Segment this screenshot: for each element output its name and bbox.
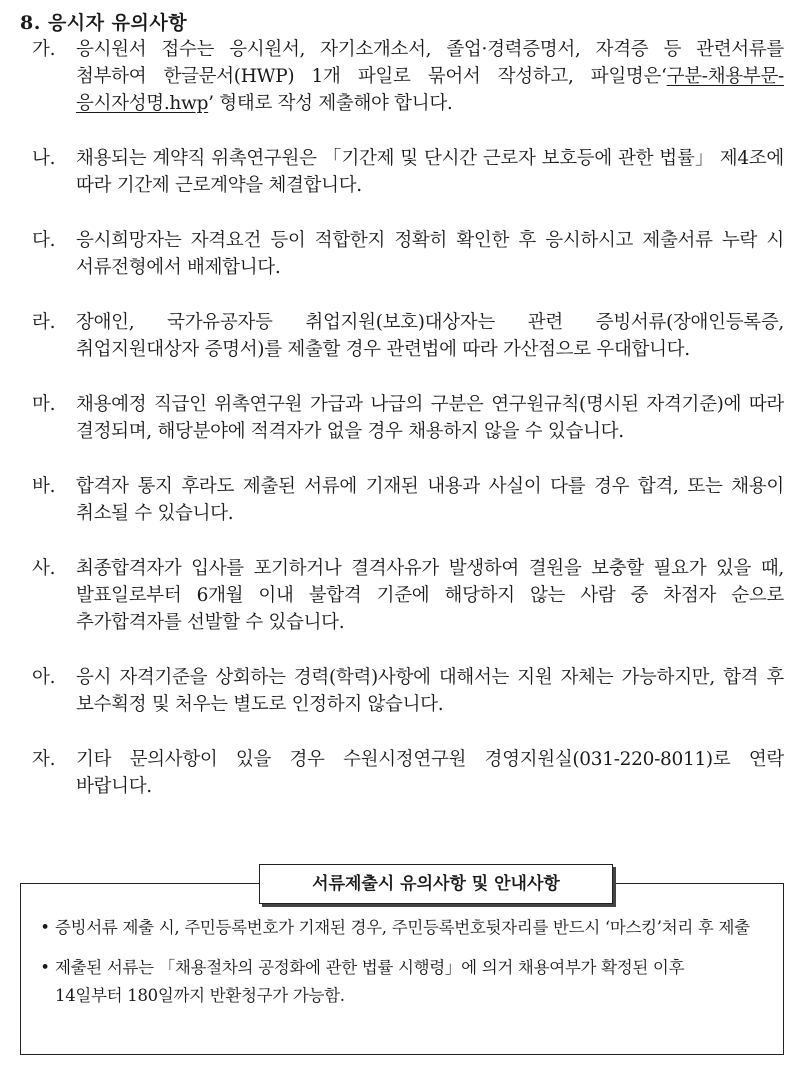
notice-item (32, 473, 784, 527)
notice-item (32, 391, 784, 445)
item-marker: 아. (32, 667, 56, 688)
notice-item (32, 227, 784, 281)
item-text: 응시희망자는 자격요건 등이 적합한지 정확히 확인한 후 응시하시고 제출서류 누락 시 서류전형에서 배제합니다. (76, 230, 784, 278)
item-marker: 사. (32, 558, 56, 579)
submission-notice-box (20, 874, 784, 1055)
item-text: 기타 문의사항이 있을 경우 수원시정연구원 경영지원실(031-220-8011)로 연락 바랍니다. (76, 749, 784, 797)
notice-bullet (35, 954, 755, 1010)
bullet-dot-icon: • (40, 958, 50, 977)
item-marker: 마. (32, 394, 56, 415)
item-text: 장애인, 국가유공자등 취업지원(보호)대상자는 관련 증빙서류(장애인등록증, 취업지원대상자 증명서)를 제출할 경우 관련법에 따라 가산점으로 우대합니다. (76, 312, 784, 360)
notice-item (32, 309, 784, 363)
item-marker: 나. (32, 148, 56, 169)
item-text-part: 응시원서 접수는 응시원서, 자기소개소서, 졸업·경력증명서, 자격증 등 관련서류를 첨부하여 한글문서(HWP) 1개 파일로 묶어서 작성하고, 파일명은‘ (76, 39, 784, 87)
item-text: 응시 자격기준을 상회하는 경력(학력)사항에 대해서는 지원 자체는 가능하지만, 합격 후 보수획정 및 처우는 별도로 인정하지 않습니다. (76, 667, 784, 715)
item-marker: 가. (32, 39, 56, 60)
bullet-text: 증빙서류 제출 시, 주민등록번호가 기재된 경우, 주민등록번호뒷자리를 반드시 ‘마스킹’처리 후 제출 (55, 918, 750, 937)
filename-format: 구분-채용부문-응시자성명.hwp (76, 66, 784, 114)
notice-item (32, 36, 784, 117)
notice-item-list (32, 36, 784, 828)
item-text: 채용예정 직급인 위촉연구원 가급과 나급의 구분은 연구원규칙(명시된 자격기준)에 따라 결정되며, 해당분야에 적격자가 없을 경우 채용하지 않을 수 있습니다. (76, 394, 784, 442)
item-marker: 다. (32, 230, 56, 251)
notice-item (32, 746, 784, 800)
notice-item (32, 145, 784, 199)
item-text: 최종합격자가 입사를 포기하거나 결격사유가 발생하여 결원을 보충할 필요가 있을 때, 발표일로부터 6개월 이내 불합격 기준에 해당하지 않는 사람 중 차점자 순으로 추가합격자를 선발할 수 있습니다. (76, 558, 784, 633)
bullet-text: 제출된 서류는 「채용절차의 공정화에 관한 법률 시행령」에 의거 채용여부가 확정된 이후 14일부터 180일까지 반환청구가 가능함. (55, 958, 685, 1005)
section-title: 8. 응시자 유의사항 (20, 12, 188, 34)
item-marker: 자. (32, 749, 56, 770)
notice-bullet (35, 914, 755, 942)
item-text-part: ’ 형태로 작성 제출해야 합니다. (208, 93, 453, 114)
notice-item (32, 555, 784, 636)
notice-item (32, 664, 784, 718)
notice-box-title: 서류제출시 유의사항 및 안내사항 (259, 864, 613, 904)
bullet-dot-icon: • (40, 918, 50, 937)
item-text (76, 36, 784, 117)
item-text: 합격자 통지 후라도 제출된 서류에 기재된 내용과 사실이 다를 경우 합격, 또는 채용이 취소될 수 있습니다. (76, 476, 784, 524)
item-marker: 바. (32, 476, 56, 497)
item-text: 채용되는 계약직 위촉연구원은 「기간제 및 단시간 근로자 보호등에 관한 법률」 제4조에 따라 기간제 근로계약을 체결합니다. (76, 148, 784, 196)
notice-bullet-list (35, 914, 755, 1022)
item-marker: 라. (32, 312, 56, 333)
